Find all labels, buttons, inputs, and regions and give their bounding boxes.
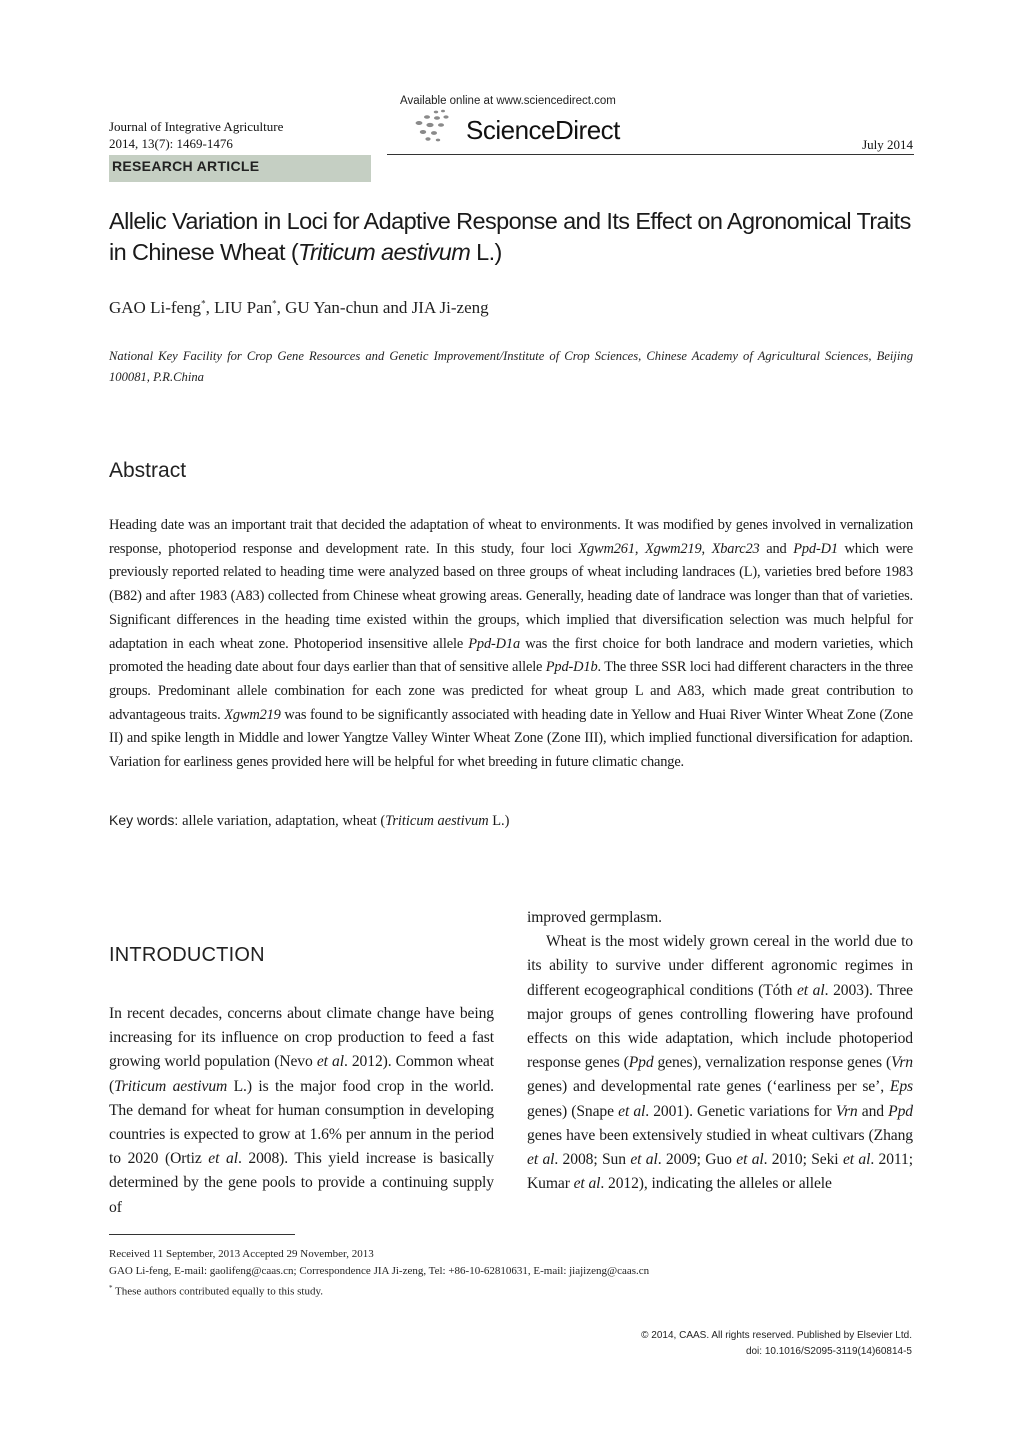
text-segment: . 2008). This yield increase is basically determined by the gene pools to provide a continuing supply of [109,1150,494,1216]
abstract-segment: , [634,540,645,557]
abstract-segment: was the first choice for both landrace and modern varieties, which promoted the heading date about four days earlier than that of sensitive allele [109,635,914,676]
keywords-end: L.) [488,813,510,829]
gene-name: Xgwm219 [224,706,281,723]
text-segment: . 2003). Three major groups of genes controlling flowering have profound effects on this wide adaptation, which include photoperiod response genes ( [527,981,913,1072]
footnotes [109,1246,913,1301]
title-end: L.) [470,239,502,265]
article-type-banner: RESEARCH ARTICLE [109,155,371,182]
text-segment: Wheat is the most widely grown cereal in the world due to its ability to survive under different agronomic regimes in different ecogeographical conditions (Tóth [527,933,913,999]
gene-name: Xbarc23 [711,540,760,557]
gene-name: Xgwm219 [645,540,702,557]
text-segment: . 2008; Sun [554,1151,631,1169]
journal-citation: 2014, 13(7): 1469-1476 [109,136,233,151]
abstract-segment: Heading date was an important trait that decided the adaptation of wheat to environments. It was modified by genes involved in vernalization response, photoperiod response and development rate. In this study, four loci [109,517,913,557]
keywords [109,812,509,830]
text-segment: . 2009; Guo [657,1151,737,1169]
species-name: Triticum aestivum [114,1077,228,1095]
gene-name: Vrn [835,1102,858,1120]
paragraph [527,930,913,1196]
abstract-segment: . The three SSR loci had different characters in the three groups. Predominant allele combination for each zone was predicted for wheat group L and A83, which made great contribution to advantageous traits. [109,659,913,723]
citation-etal: et al [316,1053,344,1071]
keywords-colon: : [174,812,183,828]
gene-name: Ppd-D1 [793,540,838,557]
text-segment: . 2011; Kumar [527,1151,913,1193]
abstract-segment: and [759,540,794,557]
received-accepted-dates: Received 11 September, 2013 Accepted 29 November, 2013 [109,1248,374,1260]
text-segment: genes have been extensively studied in wheat cultivars (Zhang [527,1126,913,1144]
citation-etal: et al [618,1102,646,1120]
journal-info [109,118,283,152]
abstract-heading: Abstract [109,459,187,482]
keywords-species: Triticum aestivum [385,813,489,829]
contact-info: GAO Li-feng, E-mail: gaolifeng@caas.cn; Correspondence JIA Ji-zeng, Tel: +86-10-62810631, E-mail: jiajizeng@caas.cn [109,1265,650,1277]
citation-etal: et al [573,1175,601,1193]
paragraph-continuation: improved germplasm. [527,909,662,926]
available-online-note: Available online at www.sciencedirect.com [400,95,616,107]
citation-etal: et al [630,1151,658,1169]
gene-name: Ppd [628,1054,654,1072]
gene-name: Ppd-D1b [545,659,598,676]
abstract-segment: , [701,540,712,557]
title-species: Triticum aestivum [298,239,471,265]
introduction-left-column [109,1002,494,1220]
footnote-rule [109,1234,295,1235]
keywords-text: allele variation, adaptation, wheat ( [182,813,386,829]
text-segment: genes) (Snape [527,1102,619,1120]
sciencedirect-wordmark: ScienceDirect [466,115,620,145]
title-text: Allelic Variation in Loci for Adaptive Response and Its Effect on Agronomical Traits in Chinese Wheat ( [109,208,911,265]
abstract-segment: which were previously reported related to heading time were analyzed based on three groups of wheat including landraces (L), varieties bred before 1983 (B82) and after 1983 (A83) collected from Chinese wheat growing areas. Generally, heading date of landrace was longer than that of varieties. Significant differences in the heading time existed within the groups, which implied that diversification selection was much helpful for adaptation in each wheat zone. Photoperiod insensitive allele [109,540,913,652]
abstract-text [109,514,913,775]
introduction-right-column [527,906,913,1196]
citation-etal: et al [842,1151,871,1169]
affiliation: National Key Facility for Crop Gene Resources and Genetic Improvement/Institute of Crop Sciences, Chinese Academy of Agricultural Sciences, Beijing 100081, P.R.China [109,349,913,384]
equal-contribution-mark: * [272,298,277,309]
keywords-label: Key words [109,812,175,828]
author-separator: , [205,298,215,317]
text-segment: . 2001). Genetic variations for [645,1102,836,1120]
equal-contribution-mark: * [109,1284,113,1292]
abstract-segment: was found to be significantly associated with heading date in Yellow and Huai River Winter Wheat Zone (Zone II) and spike length in Middle and lower Yangtze Valley Winter Wheat Zone (Zone III), which implied functional diversification for adaption. Variation for earliness genes provided here will be helpful for whet breeding in future climatic change. [109,706,913,771]
text-segment: . 2012). Common wheat ( [109,1053,494,1095]
copyright-line: © 2014, CAAS. All rights reserved. Published by Elsevier Ltd. [641,1330,912,1341]
journal-name: Journal of Integrative Agriculture [109,119,284,134]
gene-name: Vrn [891,1054,913,1072]
publication-date: July 2014 [862,137,913,152]
text-segment: L.) is the major food crop in the world. The demand for wheat for human consumption in developing countries is expected to grow at 1.6% per annum in the period to 2020 (Ortiz [109,1077,494,1168]
citation-etal: et al [796,981,825,999]
author-list [109,298,489,318]
paragraph [109,1002,494,1220]
author-name: GAO Li-feng [109,298,202,317]
sciencedirect-logo-icon [412,108,452,144]
citation-etal: et al [208,1150,238,1168]
gene-name: Ppd-D1a [468,635,521,652]
header-rule [387,154,914,155]
citation-etal: et al [527,1151,555,1169]
equal-contribution-text: These authors contributed equally to this study. [112,1285,323,1298]
equal-contribution-mark: * [201,298,206,309]
gene-name: Ppd [888,1102,913,1120]
gene-name: Eps [889,1078,913,1096]
equal-contribution-note [109,1280,913,1301]
text-segment: genes), vernalization response genes ( [653,1054,892,1072]
author-name: LIU Pan [214,298,273,317]
text-segment: In recent decades, concerns about climate change have being increasing for its influence on crop production to feed a fast growing world population (Nevo [109,1005,494,1071]
copyright-block [560,1328,912,1360]
author-names-rest: , GU Yan-chun and JIA Ji-zeng [276,298,489,317]
text-segment: . 2010; Seki [763,1151,843,1169]
article-title [109,206,919,268]
gene-name: Xgwm261 [578,540,635,557]
text-segment: genes) and developmental rate genes (‘earliness per se’, [527,1078,890,1096]
text-segment: and [857,1102,889,1120]
doi-line: doi: 10.1016/S2095-3119(14)60814-5 [745,1346,912,1357]
citation-etal: et al [736,1151,764,1169]
text-segment: . 2012), indicating the alleles or allele [600,1175,832,1193]
introduction-heading: INTRODUCTION [109,944,265,966]
